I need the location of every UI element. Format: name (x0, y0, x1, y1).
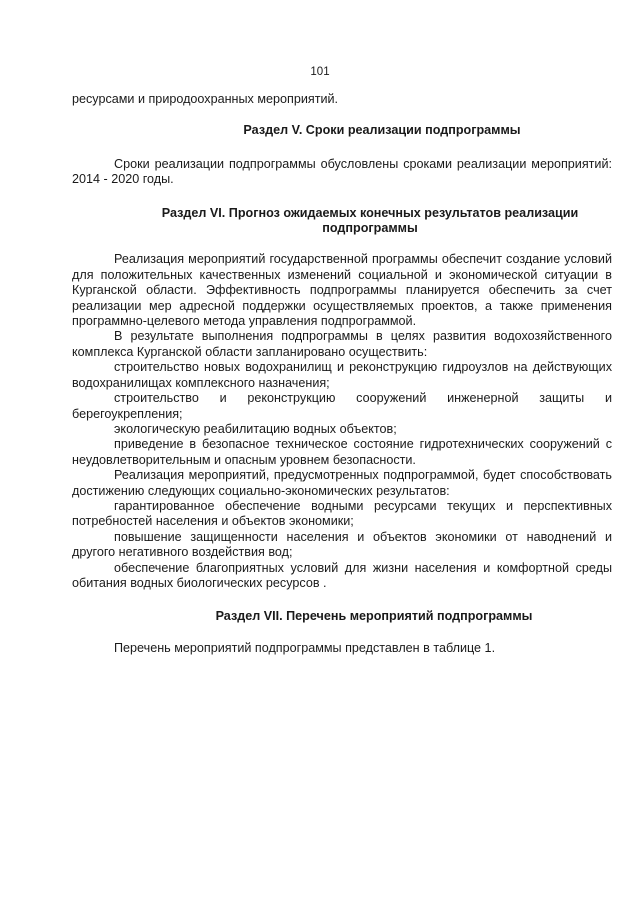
section-5-paragraph: Сроки реализации подпрограммы обусловлены сроками реализации мероприятий: 2014 - 2020 годы. (72, 156, 612, 187)
section-6-list-item-2: строительство и реконструкцию сооружений инженерной защиты и берегоукрепления; (72, 391, 612, 421)
section-6-title-line-1: Раздел VI. Прогноз ожидаемых конечных результатов реализации (161, 205, 579, 220)
section-6-result-2: повышение защищенности населения и объектов экономики от наводнений и другого негативного воздействия вод; (72, 529, 612, 560)
document-body (72, 92, 612, 656)
section-6-paragraph-2: В результате выполнения подпрограммы в целях развития водохозяйственного комплекса Курганской области запланировано осуществить: (72, 329, 612, 359)
section-6-list-item-3: экологическую реабилитацию водных объектов; (114, 421, 397, 436)
section-6-list-item-1: строительство новых водохранилищ и реконструкцию гидроузлов на действующих водохранилищах комплексного назначения; (72, 360, 612, 390)
page-number: 101 (310, 66, 330, 78)
section-7-title: Раздел VII. Перечень мероприятий подпрограммы (215, 609, 533, 624)
section-6-title-line-2: подпрограммы (322, 221, 418, 236)
section-6-result-3: обеспечение благоприятных условий для жизни населения и комфортной среды обитания водных биологических ресурсов . (72, 560, 612, 590)
section-6-paragraph-1: Реализация мероприятий государственной программы обеспечит создание условий для положительных качественных изменений социальной и экономической ситуации в Курганской области. Эффективность подпрограммы планируется обеспечить за счет реализации мер адресной поддержки осуществляемых проектов, а также применения программно-целевого метода управления подпрограммой. (72, 252, 612, 329)
intro-line: ресурсами и природоохранных мероприятий. (72, 92, 339, 106)
section-5-title: Раздел V. Сроки реализации подпрограммы (243, 123, 521, 138)
section-6-paragraph-3: Реализация мероприятий, предусмотренных подпрограммой, будет способствовать достижению следующих социально-экономических результатов: (72, 468, 612, 498)
section-6-list-item-4: приведение в безопасное техническое состояние гидротехнических сооружений с неудовлетворительным и опасным уровнем безопасности. (72, 437, 612, 467)
section-7-paragraph: Перечень мероприятий подпрограммы представлен в таблице 1. (114, 640, 496, 655)
section-6-result-1: гарантированное обеспечение водными ресурсами текущих и перспективных потребностей населения и объектов экономики; (72, 498, 612, 529)
section-6-title (72, 206, 612, 237)
